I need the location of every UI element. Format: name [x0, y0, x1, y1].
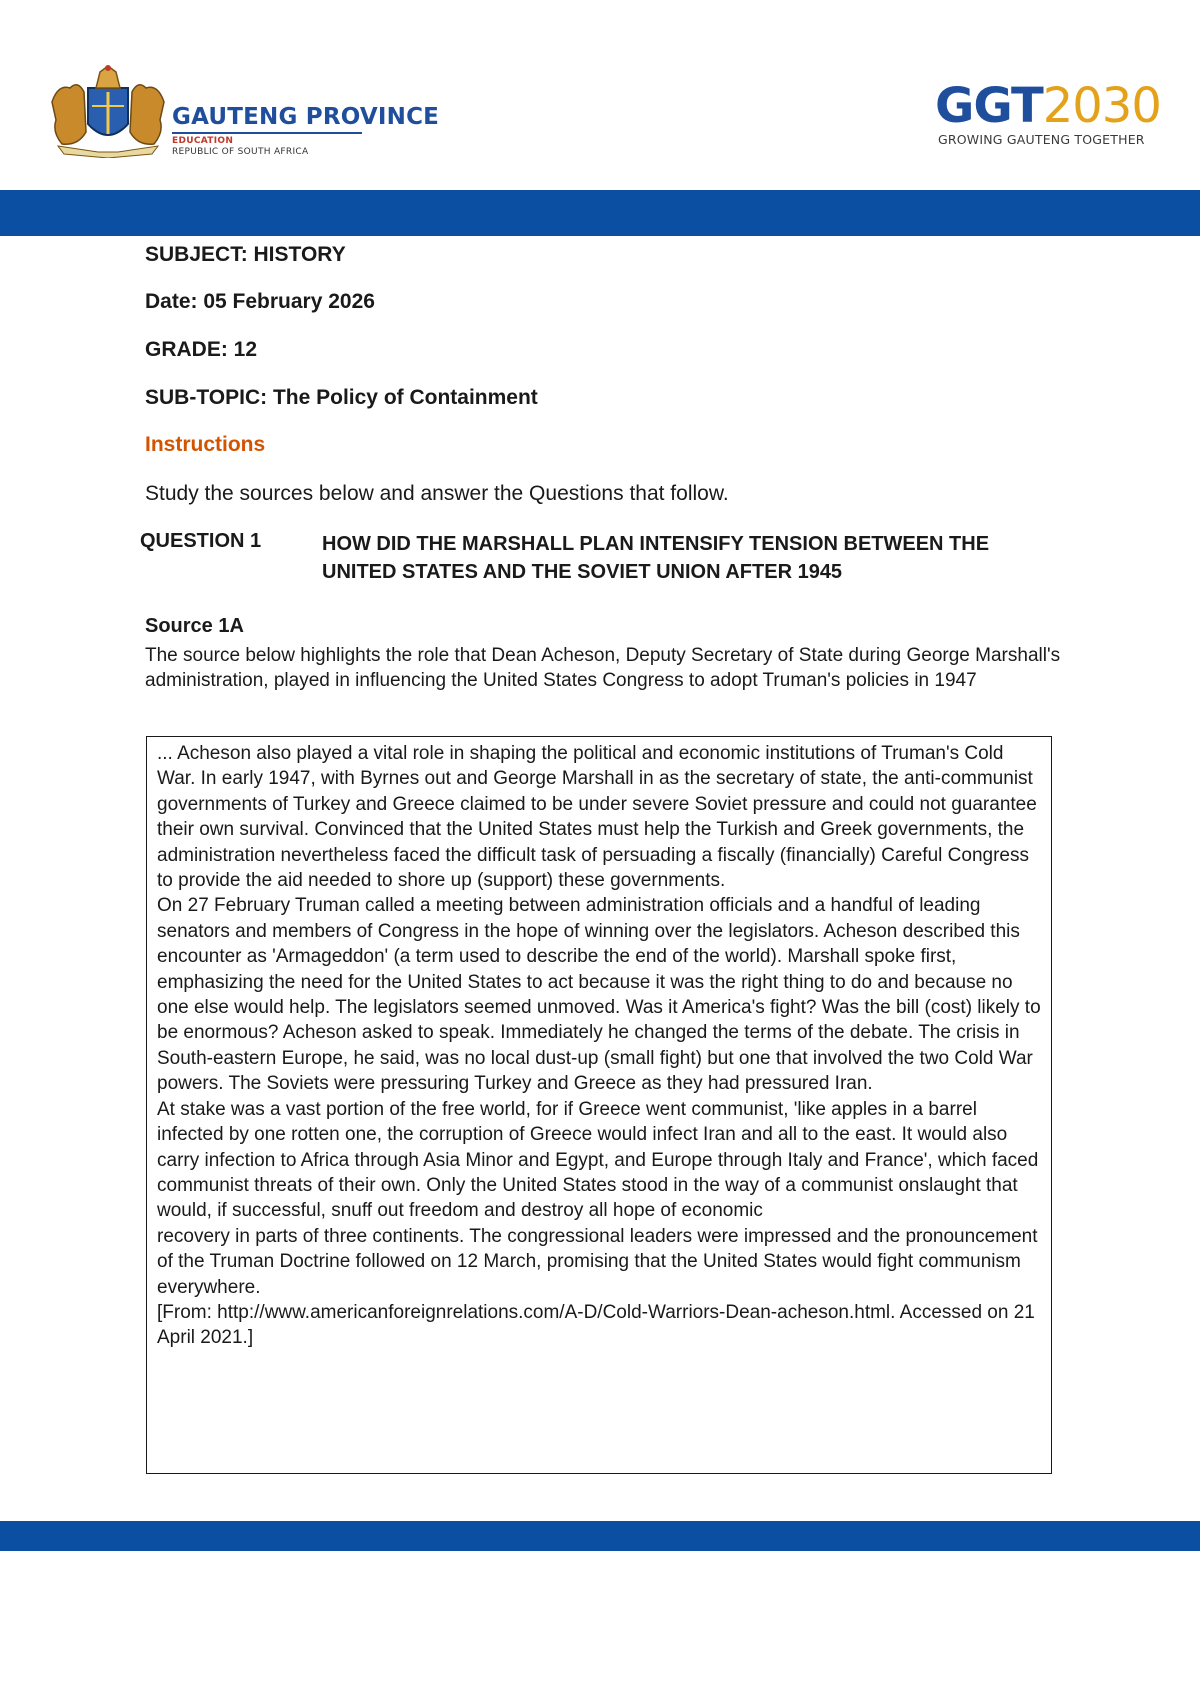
source-paragraph: recovery in parts of three continents. The congressional leaders were impressed and the pronouncement of the Truman Doctrine followed on 12 March, promising that the United States would fight communism everywhere. [157, 1225, 1038, 1298]
source-title: Source 1A [145, 615, 244, 637]
instructions-heading: Instructions [145, 433, 266, 456]
grade-line: GRADE: 12 [145, 338, 258, 361]
province-country: REPUBLIC OF SOUTH AFRICA [172, 147, 309, 157]
ggt-tagline: GROWING GAUTENG TOGETHER [938, 132, 1145, 147]
province-title: GAUTENG PROVINCE [172, 104, 440, 130]
subject-line: SUBJECT: HISTORY [145, 243, 346, 266]
bottom-blue-band [0, 1521, 1200, 1551]
gauteng-province-logo [48, 62, 440, 162]
question-text: HOW DID THE MARSHALL PLAN INTENSIFY TENSION BETWEEN THE UNITED STATES AND THE SOVIET UNION AFTER 1945 [322, 533, 990, 583]
ggt2030-wordmark [935, 78, 1161, 134]
coat-of-arms-icon [48, 62, 168, 158]
source-text [157, 741, 1047, 1350]
source-paragraph: ... Acheson also played a vital role in shaping the political and economic institutions of Truman's Cold War. In early 1947, with Byrnes out and George Marshall in as the secretary of state, the anti-communist governments of Turkey and Greece claimed to be under severe Soviet pressure and could not guarantee their own survival. Convinced that the United States must help the Turkish and Greek governments, the administration nevertheless faced the difficult task of persuading a fiscally (financially) Careful Congress to provide the aid needed to shore up (support) these governments. [157, 743, 1037, 892]
province-department: EDUCATION [172, 136, 234, 146]
source-paragraph: On 27 February Truman called a meeting between administration officials and a handful of leading senators and members of Congress in the hope of winning over the legislators. Acheson described this encounter as 'Armageddon' (a term used to describe the end of the world). Marshall spoke first, emphasizing the need for the United States to act because it was the right thing to do and because no one else would help. The legislators seemed unmoved. Was it America's fight? Was the bill (cost) likely to be enormous? Acheson asked to speak. Immediately he changed the terms of the debate. The crisis in South-eastern Europe, he said, was no local dust-up (small fight) but one that involved the two Cold War powers. The Soviets were pressuring Turkey and Greece as they had pressured Iran. [157, 895, 1041, 1095]
source-citation: [From: http://www.americanforeignrelations.com/A-D/Cold-Warriors-Dean-acheson.html. Accessed on 21 April 2021.] [157, 1301, 1035, 1348]
instructions-text: Study the sources below and answer the Questions that follow. [145, 482, 729, 505]
ggt2030-logo [935, 78, 1175, 152]
ggt-text: GGT [935, 78, 1043, 134]
subtopic-line: SUB-TOPIC: The Policy of Containment [145, 386, 538, 409]
source-box [146, 736, 1052, 1474]
date-line: Date: 05 February 2026 [145, 290, 375, 313]
source-intro: The source below highlights the role that Dean Acheson, Deputy Secretary of State during George Marshall's administration, played in influencing the United States Congress to adopt Truman's policies in 1947 [145, 645, 1061, 691]
question-number: QUESTION 1 [140, 530, 262, 552]
source-paragraph: At stake was a vast portion of the free world, for if Greece went communist, 'like apples in a barrel infected by one rotten one, the corruption of Greece would infect Iran and all to the east. It would also carry infection to Africa through Asia Minor and Egypt, and Europe through Italy and France', which faced communist threats of their own. Only the United States stood in the way of a communist onslaught that would, if successful, snuff out freedom and destroy all hope of economic [157, 1098, 1039, 1222]
top-blue-band [0, 190, 1200, 236]
province-underline [172, 132, 362, 134]
ggt-year: 2030 [1042, 78, 1161, 134]
page-header [0, 0, 1200, 190]
